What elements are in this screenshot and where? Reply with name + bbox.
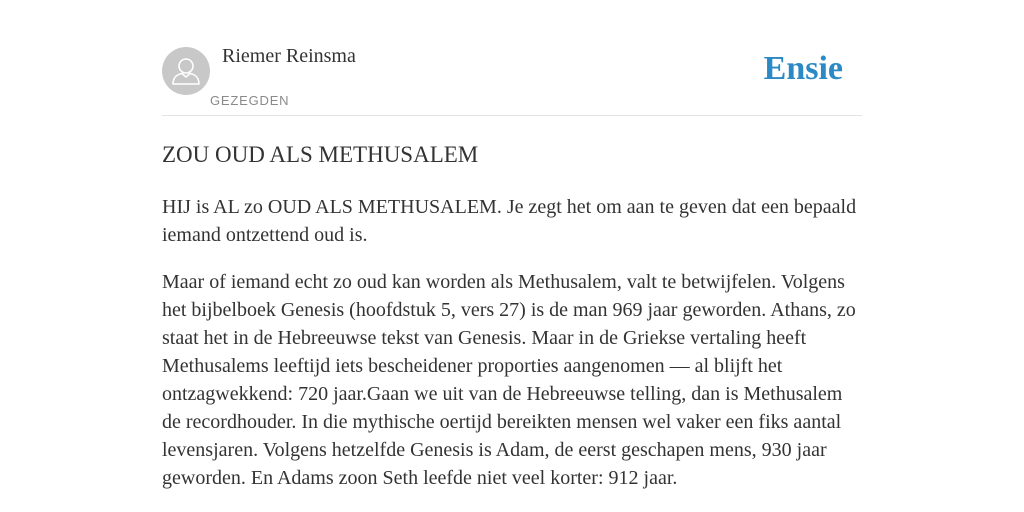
article-header — [162, 0, 862, 116]
article-title: ZOU OUD ALS METHUSALEM — [162, 142, 479, 167]
article-paragraph: HIJ is AL zo OUD ALS METHUSALEM. Je zegt het om aan te geven dat een bepaald iemand ontzettend oud is. — [162, 196, 857, 246]
article-body — [162, 193, 862, 492]
author-avatar[interactable] — [162, 47, 210, 95]
page-container — [162, 0, 862, 492]
brand-logo[interactable]: Ensie — [763, 50, 843, 87]
category-link[interactable]: GEZEGDEN — [210, 93, 290, 108]
user-silhouette-icon — [162, 47, 210, 95]
author-name[interactable]: Riemer Reinsma — [222, 45, 356, 67]
article-paragraph: Maar of iemand echt zo oud kan worden als Methusalem, valt te betwijfelen. Volgens het bijbelboek Genesis (hoofdstuk 5, vers 27) is de man 969 jaar geworden. Athans, zo staat het in de Hebreeuwse tekst van Genesis. Maar in de Griekse vertaling heeft Methusalems leeftijd iets bescheidener proporties aangenomen — al blijft het ontzagwekkend: 720 jaar.Gaan we uit van de Hebreeuwse telling, dan is Methusalem de recordhouder. In die mythische oertijd bereikten mensen wel vaker een fiks aantal levensjaren. Volgens hetzelfde Genesis is Adam, de eerst geschapen mens, 930 jaar geworden. En Adams zoon Seth leefde niet veel korter: 912 jaar. — [162, 271, 856, 489]
